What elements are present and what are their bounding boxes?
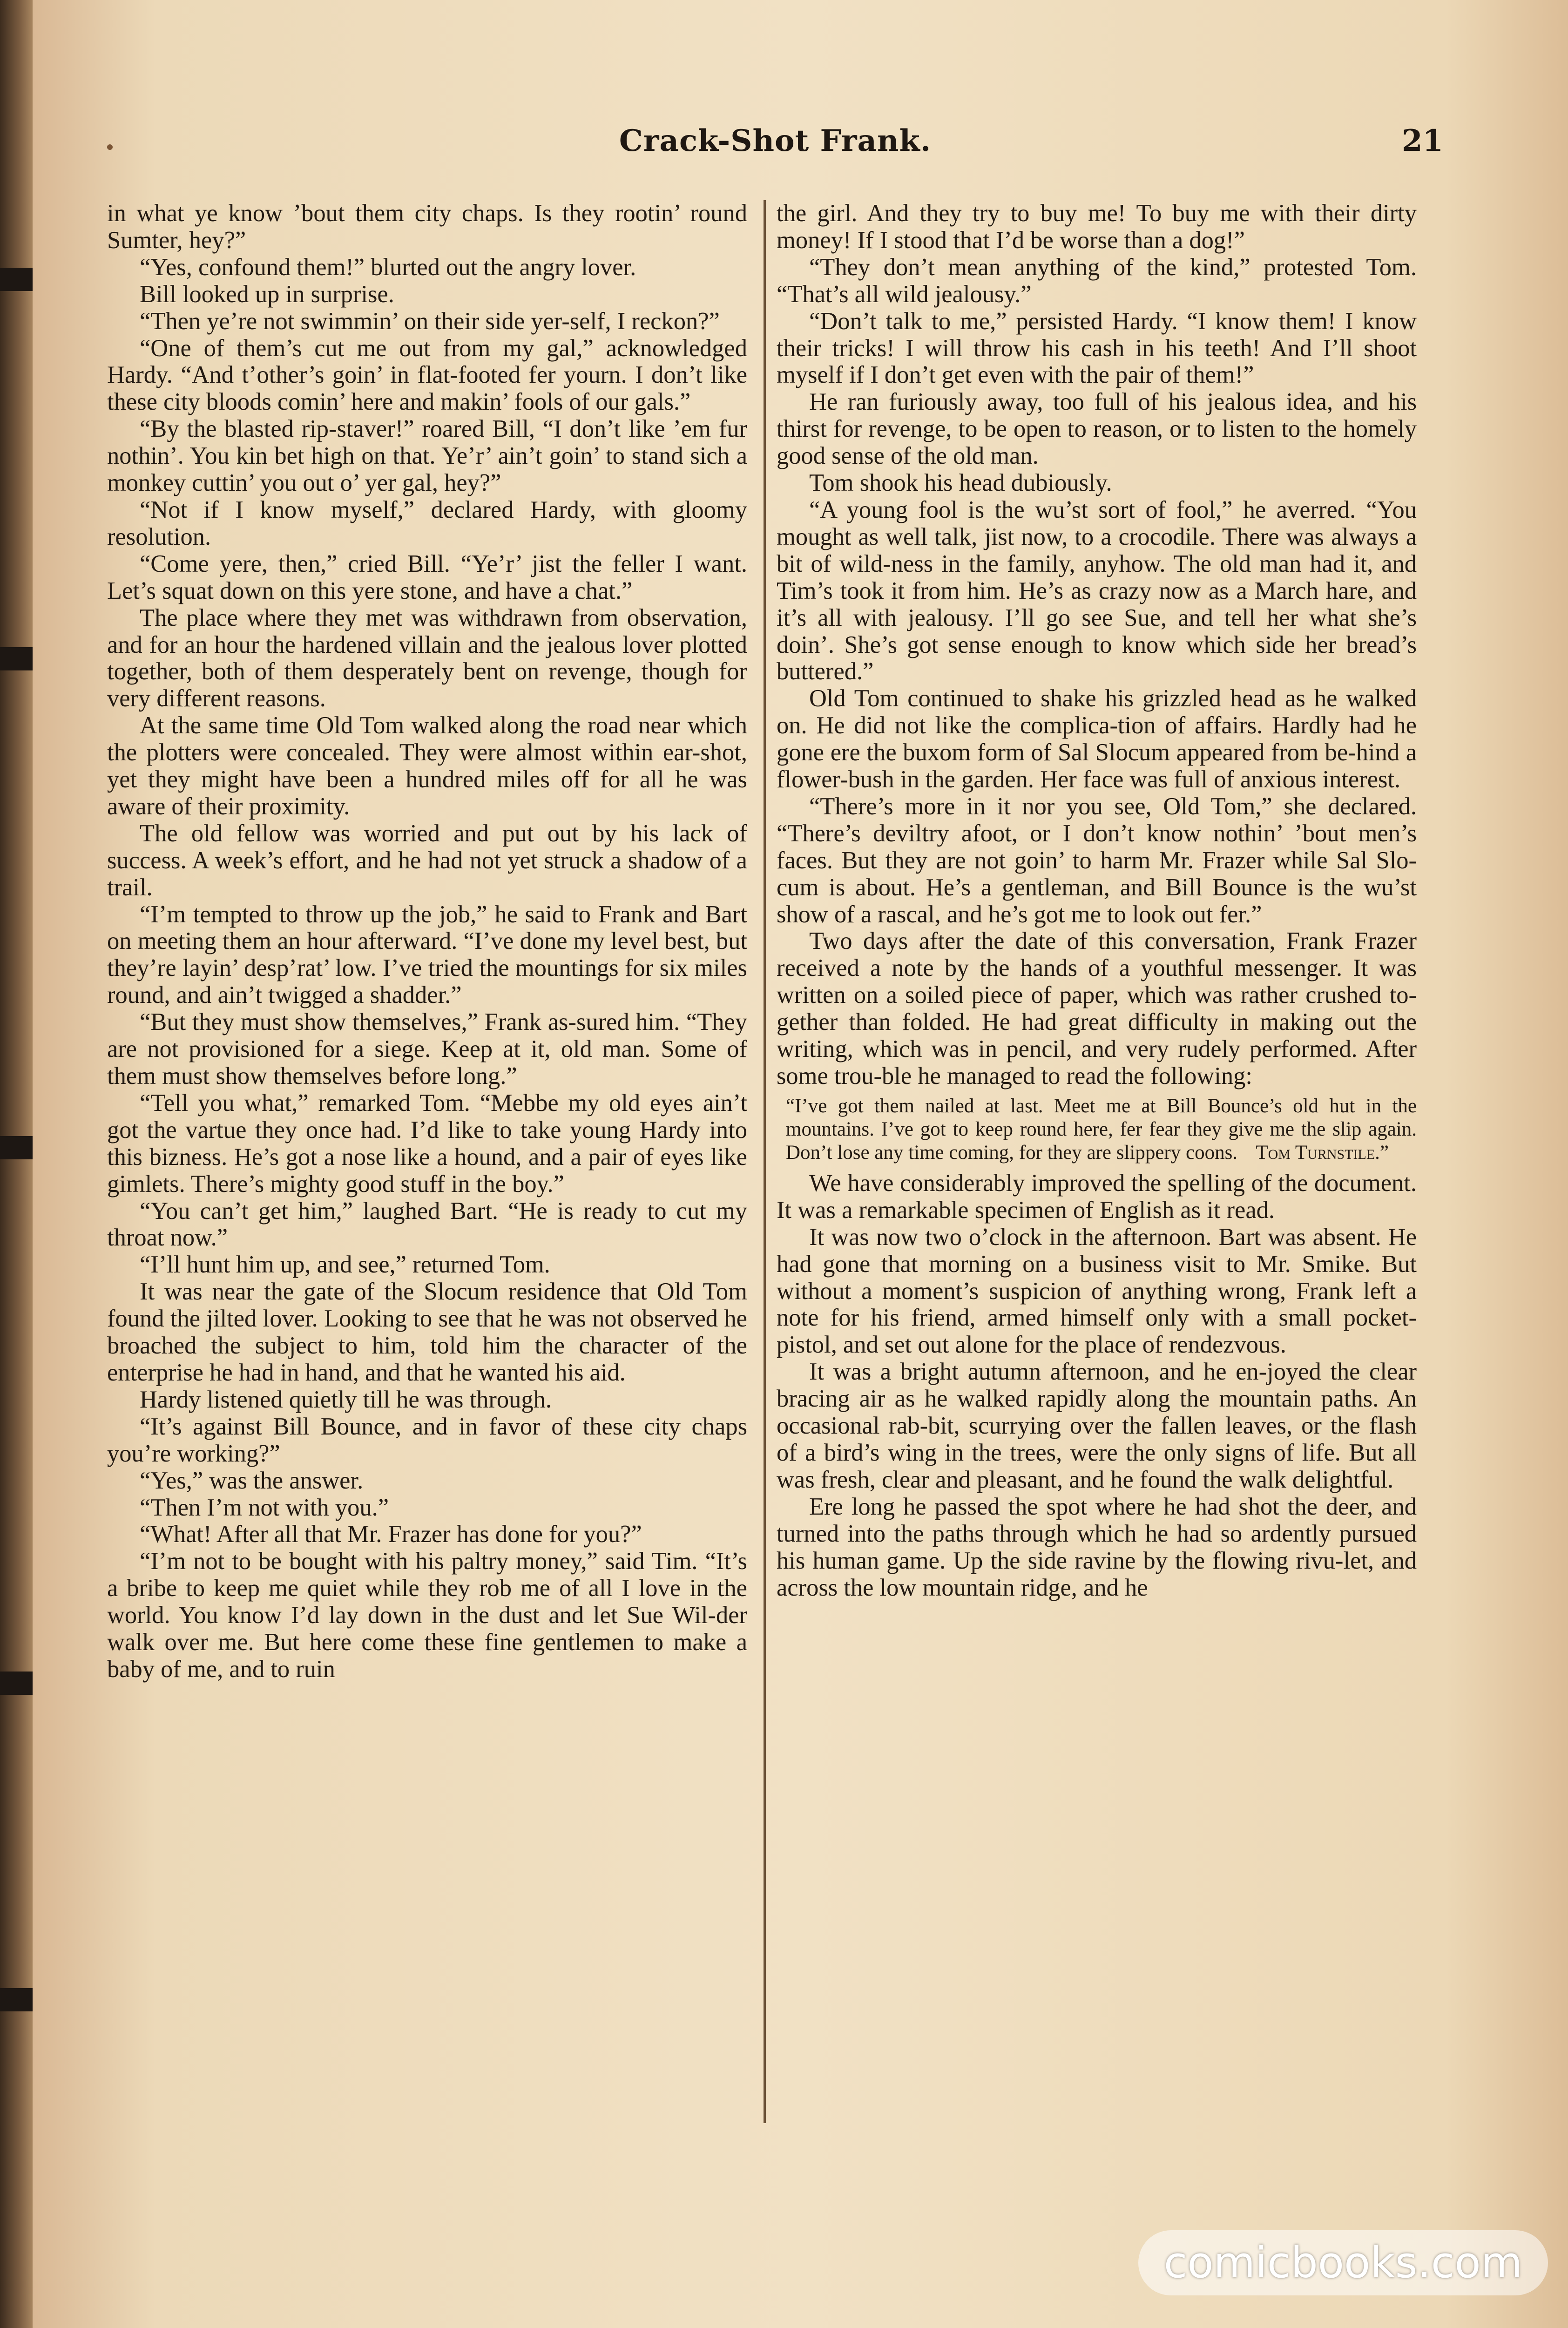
paragraph: “There’s more in it nor you see, Old Tom,” she declared. “There’s deviltry afoot, or I don’t know nothin’ ’bout men’s faces. But they are not goin’ to harm Mr. Frazer while Sal Slo-cum is about. He’s a gentleman, and Bill Bounce is the wu’st show of a rascal, and he’s got me to look out fer.” [777, 792, 1417, 928]
note-signature: Tom Turnstile.” [1256, 1141, 1389, 1164]
paragraph: “Tell you what,” remarked Tom. “Mebbe my old eyes ain’t got the vartue they once had. I’d like to take young Hardy into this bizness. He’s got a nose like a hound, and a pair of eyes like gimlets. There’s mighty good stuff in the boy.” [107, 1089, 747, 1198]
quoted-note [777, 1095, 1417, 1164]
page-number: 21 [1401, 123, 1443, 158]
paragraph: “I’m not to be bought with his paltry money,” said Tim. “It’s a bribe to keep me quiet while they rob me of all I love in the world. You know I’d lay down in the dust and let Sue Wil-der walk over me. But here come these fine gentlemen to make a baby of me, and to ruin [107, 1548, 747, 1683]
paragraph: “Not if I know myself,” declared Hardy, with gloomy resolution. [107, 496, 747, 550]
paragraph: “Don’t talk to me,” persisted Hardy. “I know them! I know their tricks! I will throw his cash in his teeth! And I’ll shoot myself if I don’t get even with the pair of them!” [777, 307, 1417, 389]
paragraph: Two days after the date of this conversation, Frank Frazer received a note by the hands of a youthful messenger. It was written on a soiled piece of paper, which was rather crushed to-gether than folded. He had great difficulty in making out the writing, which was in pencil, and very rudely performed. After some trou-ble he managed to read the following: [777, 927, 1417, 1090]
paragraph: “Then I’m not with you.” [140, 1494, 389, 1521]
paragraph: “One of them’s cut me out from my gal,” acknowledged Hardy. “And t’other’s goin’ in flat-footed fer yourn. I don’t like these city bloods comin’ here and makin’ fools of our gals.” [107, 334, 747, 416]
paragraph: “Yes, confound them!” blurted out the angry lover. [140, 253, 636, 281]
right-column-upper [777, 200, 1417, 1090]
watermark [1138, 2230, 1548, 2295]
right-column-lower [777, 1170, 1417, 1602]
paragraph: It was a bright autumn afternoon, and he en-joyed the clear bracing air as he walked rapidly along the mountain paths. An occasional rab-bit, scurrying over the fallen leaves, or the flash of a bird’s wing in the trees, were the only signs of life. But all was fresh, clear and pleasant, and he found the walk delightful. [777, 1358, 1417, 1493]
paragraph: We have considerably improved the spelling of the document. It was a remarkable specimen of English as it read. [777, 1169, 1417, 1224]
paragraph: Hardy listened quietly till he was through. [140, 1386, 552, 1413]
paragraph: He ran furiously away, too full of his jealous idea, and his thirst for revenge, to be open to reason, or to listen to the homely good sense of the old man. [777, 388, 1417, 470]
note-text: “I’ve got them nailed at last. Meet me at Bill Bounce’s old hut in the mountains. I’ve got to keep round here, fer fear they give me the slip again. Don’t lose any time coming, for they are slippery coons. [786, 1095, 1417, 1164]
paragraph: “But they must show themselves,” Frank as-sured him. “They are not provisioned for a siege. Keep at it, old man. Some of them must show themselves before long.” [107, 1008, 747, 1090]
paragraph: “A young fool is the wu’st sort of fool,” he averred. “You mought as well talk, jist now, to a crocodile. There was always a bit of wild-ness in the family, anyhow. The old man had it, and Tim’s took it from him. He’s as crazy now as a March hare, and it’s all with jealousy. I’ll go see Sue, and tell her what she’s doin’. She’s got sense enough to know which side her bread’s buttered.” [777, 496, 1417, 685]
paragraph: “Yes,” was the answer. [140, 1467, 364, 1494]
paragraph: Bill looked up in surprise. [140, 280, 394, 308]
paragraph: “They don’t mean anything of the kind,” protested Tom. “That’s all wild jealousy.” [777, 253, 1417, 308]
paragraph: Old Tom continued to shake his grizzled head as he walked on. He did not like the complica-tion of affairs. Hardly had he gone ere the buxom form of Sal Slocum appeared from be-hind a flower-bush in the garden. Her face was full of anxious interest. [777, 685, 1417, 793]
paragraph: “I’m tempted to throw up the job,” he said to Frank and Bart on meeting them an hour afterward. “I’ve done my level best, but they’re layin’ desp’rat’ low. I’ve tried the mountings for six miles round, and ain’t twigged a shadder.” [107, 900, 747, 1009]
paragraph: in what ye know ’bout them city chaps. Is they rootin’ round Sumter, hey?” [107, 200, 747, 254]
paragraph: It was now two o’clock in the afternoon. Bart was absent. He had gone that morning on a business visit to Mr. Smike. But without a moment’s suspicion of anything wrong, Frank left a note for his friend, armed himself only with a small pocket-pistol, and set out alone for the place of rendezvous. [777, 1223, 1417, 1359]
right-text-column [777, 200, 1417, 1601]
column-divider [764, 200, 766, 2123]
paragraph: “I’ll hunt him up, and see,” returned Tom. [140, 1251, 550, 1279]
paragraph: “What! After all that Mr. Frazer has done for you?” [140, 1521, 642, 1548]
paragraph: “You can’t get him,” laughed Bart. “He is ready to cut my throat now.” [107, 1197, 747, 1252]
book-binding [0, 0, 33, 2328]
left-text-column [107, 200, 747, 1683]
paragraph: The place where they met was withdrawn from observation, and for an hour the hardened villain and the jealous lover plotted together, both of them desperately bent on revenge, though for very different reasons. [107, 604, 747, 712]
paragraph: “By the blasted rip-staver!” roared Bill, “I don’t like ’em fur nothin’. You kin bet high on that. Ye’r’ ain’t goin’ to stand sich a monkey cuttin’ you out o’ yer gal, hey?” [107, 415, 747, 497]
page-header [107, 119, 1443, 170]
paragraph: The old fellow was worried and put out by his lack of success. A week’s effort, and he had not yet struck a shadow of a trail. [107, 819, 747, 901]
paragraph: “It’s against Bill Bounce, and in favor of these city chaps you’re working?” [107, 1413, 747, 1467]
paragraph: At the same time Old Tom walked along the road near which the plotters were concealed. They were almost within ear-shot, yet they might have been a hundred miles off for all he was aware of their proximity. [107, 712, 747, 820]
paragraph: “Then ye’re not swimmin’ on their side yer-self, I reckon?” [140, 307, 720, 335]
watermark-text: comicbooks.com [1163, 2238, 1523, 2287]
paragraph: the girl. And they try to buy me! To buy me with their dirty money! If I stood that I’d be worse than a dog!” [777, 200, 1417, 254]
paragraph: Tom shook his head dubiously. [809, 469, 1112, 497]
paragraph: It was near the gate of the Slocum residence that Old Tom found the jilted lover. Looking to see that he was not observed he broached the subject to him, told him the character of the enterprise he had in hand, and that he wanted his aid. [107, 1278, 747, 1386]
running-title: Crack-Shot Frank. [619, 123, 932, 158]
paragraph: “Come yere, then,” cried Bill. “Ye’r’ jist the feller I want. Let’s squat down on this yere stone, and have a chat.” [107, 550, 747, 604]
paragraph: Ere long he passed the spot where he had shot the deer, and turned into the paths through which he had so ardently pursued his human game. Up the side ravine by the flowing rivu-let, and across the low mountain ridge, and he [777, 1493, 1417, 1601]
